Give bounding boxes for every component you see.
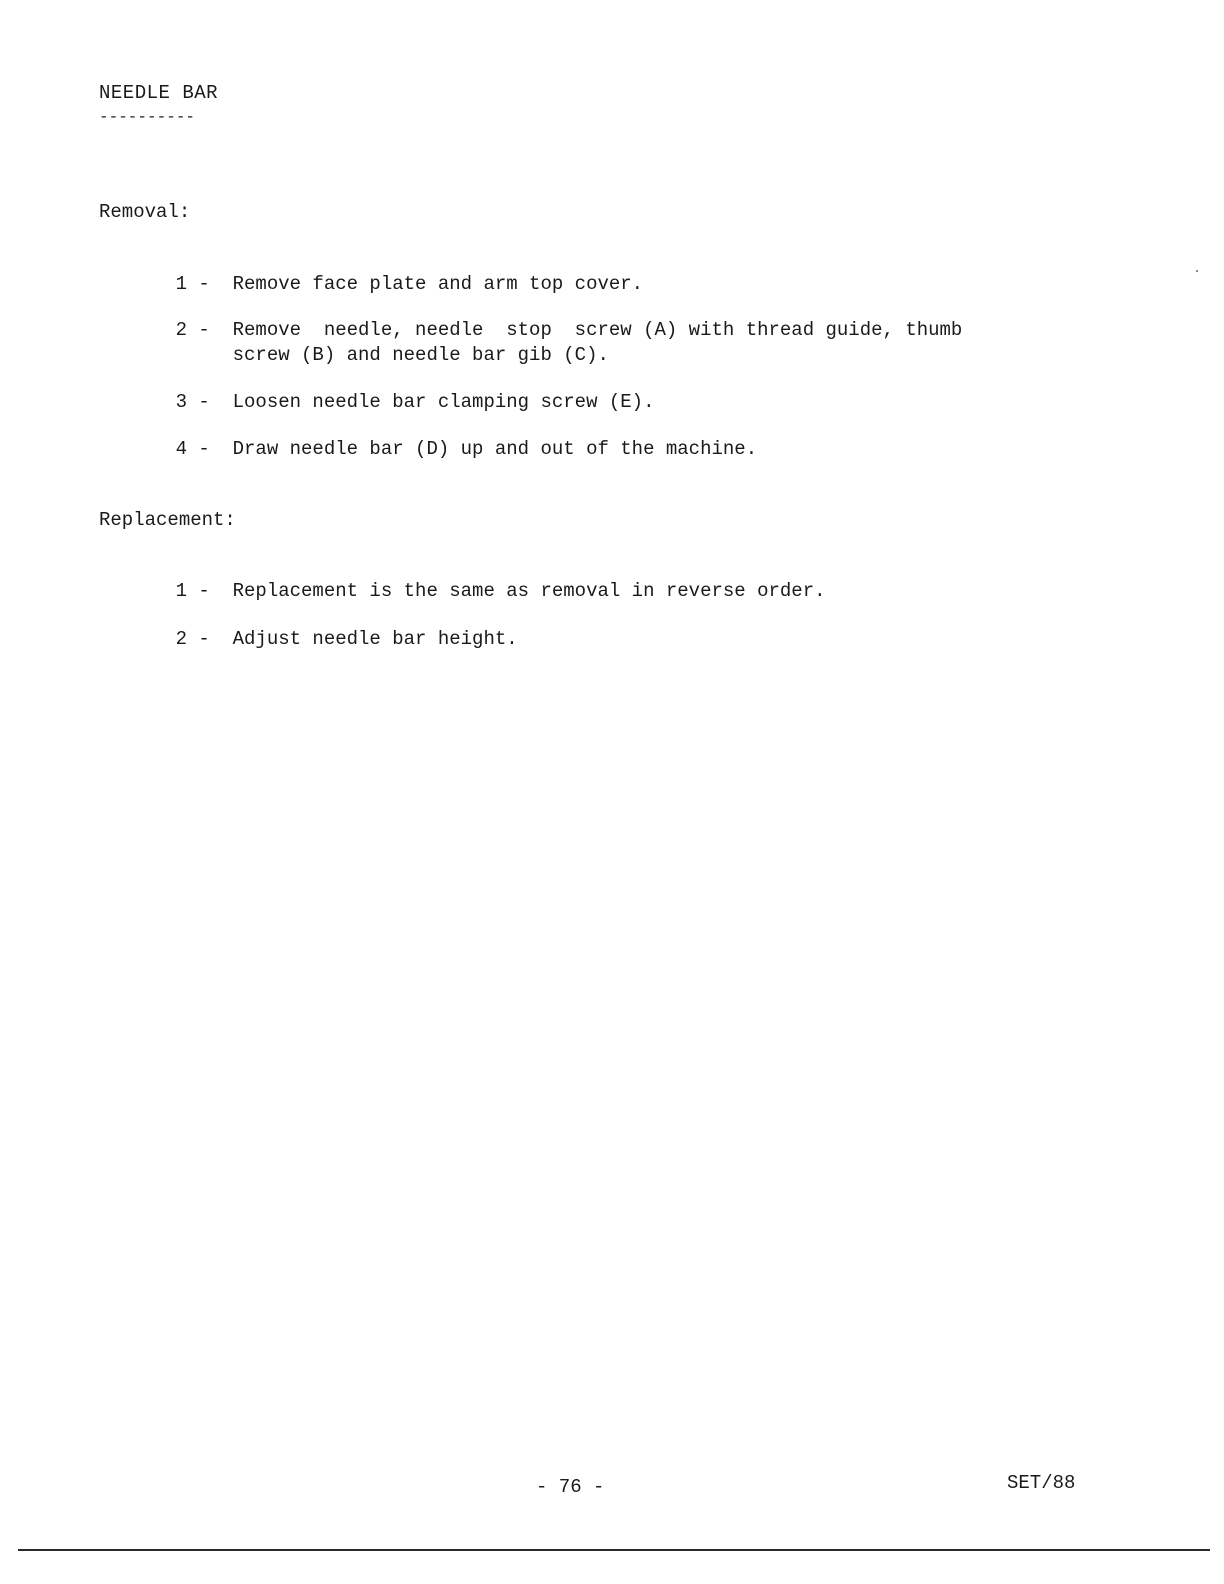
replacement-step-2 [130, 602, 518, 677]
step-number: 1 - [175, 580, 210, 602]
step-text: Adjust needle bar height. [232, 628, 518, 650]
step-number: 4 - [175, 438, 210, 460]
removal-step-4 [130, 412, 757, 487]
step-number: 3 - [175, 391, 210, 413]
scan-speck [1196, 270, 1198, 272]
step-text: Replacement is the same as removal in reverse order. [232, 580, 826, 602]
step-number: 2 - [175, 628, 210, 650]
page-title: NEEDLE BAR [99, 82, 219, 104]
removal-heading: Removal: [99, 201, 191, 223]
step-number: 1 - [175, 273, 210, 295]
date-code: SET/88 [1007, 1472, 1076, 1494]
step-text: Draw needle bar (D) up and out of the machine. [232, 438, 758, 460]
title-underline: ---------- [99, 108, 196, 126]
step-text: Loosen needle bar clamping screw (E). [232, 391, 655, 413]
page-number: - 76 - [536, 1476, 605, 1498]
replacement-heading: Replacement: [99, 509, 236, 531]
bottom-rule-divider [18, 1549, 1210, 1551]
step-number: 2 - [175, 319, 210, 341]
step-text: Remove needle, needle stop screw (A) with thread guide, thumb screw (B) and needle bar gib (C). [232, 319, 963, 366]
step-text: Remove face plate and arm top cover. [232, 273, 644, 295]
